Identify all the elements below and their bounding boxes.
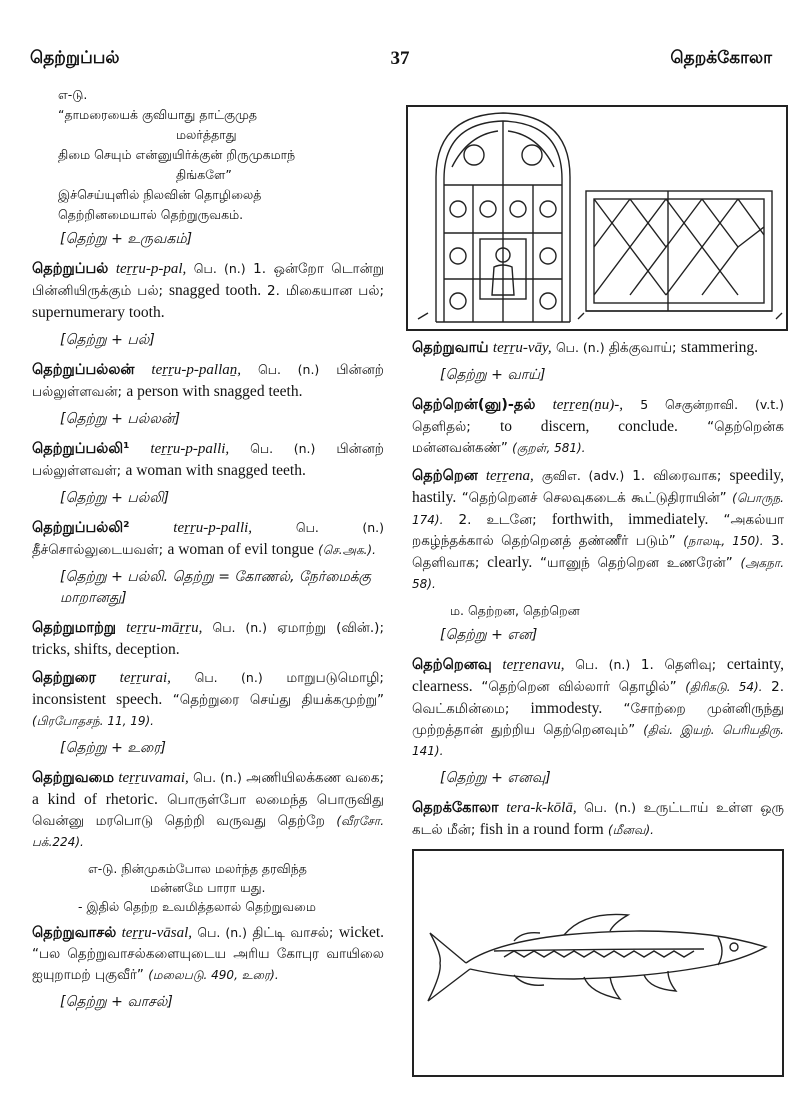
- quotation: “சோற்றை முன்னிருந்து முற்றத்தான் துற்றிய தெற்றெனவும்”: [412, 701, 784, 738]
- cognate-note: ம. தெற்றன, தெற்றென: [450, 603, 580, 618]
- citation: (நாலடி, 150).: [683, 534, 764, 548]
- english-gloss: a woman with snagged teeth.: [125, 462, 306, 479]
- transliteration: teṟṟena,: [485, 468, 534, 484]
- transliteration: teṟṟuvamai,: [118, 770, 189, 786]
- tamil-definition: தெளிதல்;: [412, 419, 471, 435]
- quotation: “தெற்றென வில்லார் தொழில்”: [481, 679, 677, 695]
- citation: (குறள், 581).: [512, 441, 586, 455]
- english-gloss: tricks, shifts, deception.: [32, 641, 180, 658]
- citation: (அகநா. 58).: [412, 556, 785, 591]
- etymology: [தெற்று + வாசல்]: [60, 994, 173, 1010]
- headword: தெற்றுப்பல்லி¹: [32, 441, 130, 457]
- english-gloss: speedily, hastily.: [412, 467, 785, 506]
- headword: தெற்றுவமை: [32, 770, 114, 786]
- tamil-definition: 3. தெளிவாக;: [412, 533, 784, 571]
- dictionary-entry: [32, 258, 384, 324]
- dictionary-entry: [32, 922, 384, 986]
- citation: (திரிகடு. 54).: [685, 680, 763, 694]
- etymology: [தெற்று + உரை]: [60, 740, 166, 756]
- grammar-label: பெ. (n.): [194, 670, 263, 685]
- dictionary-entry: [412, 337, 784, 359]
- transliteration: teṟṟu-p-palli,: [150, 441, 230, 457]
- dictionary-entry: [412, 797, 784, 841]
- quotation: “தெற்றென்க மன்னவன்கண்”: [412, 419, 784, 456]
- dictionary-entry: [32, 438, 384, 482]
- example-line: இச்செய்யுளில் நிலவின் தொழிலைத்: [58, 187, 262, 202]
- tamil-definition: 1. தெளிவு;: [640, 657, 717, 673]
- dictionary-entry: [32, 617, 384, 661]
- transliteration: teṟṟenavu,: [502, 657, 565, 673]
- etymology: [தெற்று + வாய்]: [440, 367, 546, 383]
- citation: (செ.அக.).: [318, 543, 376, 557]
- tamil-definition: 1. ஒன்றோ டொன்று பின்னியிருக்கும் பல்;: [32, 261, 384, 299]
- right-column: [412, 95, 784, 1077]
- dictionary-entry: [32, 359, 384, 403]
- grammar-label: பெ. (n.): [295, 520, 384, 535]
- headword: தெற்றெனவு: [412, 657, 492, 673]
- english-gloss: fish in a round form: [479, 821, 604, 838]
- fish-drawing: [414, 851, 782, 1075]
- headword: தெற்றுப்பல்: [32, 261, 109, 277]
- english-gloss: a person with snagged teeth.: [126, 383, 303, 400]
- example-line: மன்னமே பாரா யது.: [150, 880, 266, 895]
- example-line: எ-டு. நின்முகம்போல மலர்ந்த தரவிந்த: [88, 861, 307, 876]
- running-head-right: தெறக்கோலா: [670, 48, 772, 68]
- tamil-definition: மாறுபடுமொழி;: [286, 670, 384, 686]
- english-gloss: a kind of rhetoric.: [32, 791, 158, 808]
- english-gloss: inconsistent speech.: [32, 691, 163, 708]
- dictionary-entry: [412, 465, 784, 595]
- example-line: எ-டு.: [58, 87, 88, 102]
- transliteration: tera-k-kōlā,: [506, 800, 577, 816]
- etymology: [தெற்று + பல்லி]: [60, 490, 170, 506]
- grammar-label: பெ. (n.): [197, 925, 248, 940]
- etymology: [தெற்று + எனவு]: [440, 770, 551, 786]
- transliteration: teṟṟu-vāy,: [492, 340, 552, 356]
- tamil-definition: 2. மிகையான பல்;: [267, 283, 384, 299]
- quotation: “தெற்றெனச் செலவுகடைக் கூட்டுதிராயின்”: [461, 490, 727, 506]
- wicket-gate-drawing: [408, 107, 786, 329]
- english-gloss: to discern, conclude.: [499, 418, 678, 435]
- grammar-label: பெ. (n.): [250, 441, 316, 456]
- running-head-left: தெற்றுப்பல்: [30, 48, 120, 68]
- dictionary-entry: [412, 654, 784, 762]
- quotation: “யானுந் தெற்றென உணரேன்”: [539, 555, 733, 571]
- citation: (பிரபோதசந். 11, 19).: [32, 714, 154, 728]
- grammar-label: பெ. (n.): [584, 800, 637, 815]
- quotation: பொருள்போ லமைந்த பொருவிது வென்னு மரபொடு தெற்றி வருவது தெற்றே: [32, 792, 384, 829]
- example-line: திமை செயும் என்னுயிர்க்குன் றிருமுகமாந்: [58, 147, 296, 162]
- dictionary-entry: [32, 767, 384, 853]
- english-gloss: forthwith, immediately.: [551, 511, 709, 528]
- citation: (திவ். இயற். பெரியதிரு. 141).: [412, 723, 784, 758]
- tamil-definition: 2. உடனே;: [458, 512, 537, 528]
- transliteration: teṟṟu-p-pal,: [115, 261, 187, 277]
- etymology: [தெற்று + பல்லன்]: [60, 411, 181, 427]
- headword: தெற்றுவாய்: [412, 340, 489, 356]
- dictionary-entry: [412, 394, 784, 459]
- headword: தெறக்கோலா: [412, 800, 499, 816]
- tamil-definition: திக்குவாய்;: [608, 340, 677, 356]
- transliteration: teṟṟeṉ(ṉu)-,: [552, 397, 624, 413]
- citation: (வீரசோ. பக்.224).: [32, 814, 385, 849]
- dictionary-entry: [32, 667, 384, 732]
- grammar-label: பெ. (n.): [193, 770, 242, 785]
- tamil-definition: 1. விரைவாக;: [632, 468, 722, 484]
- tamil-definition: ஏமாற்று (வின்.);: [277, 620, 384, 636]
- citation: (மலைபடு. 490, உரை).: [148, 968, 279, 982]
- etymology: [தெற்று + பல்லி. தெற்று = கோணல், நேர்மைக்கு மாறானது]: [60, 569, 372, 606]
- headword: தெற்றென: [412, 468, 478, 484]
- transliteration: teṟṟu-p-pallaṉ,: [151, 362, 241, 378]
- tamil-definition: அணியிலக்கண வகை;: [246, 770, 385, 786]
- headword: தெற்றுமாற்று: [32, 620, 116, 636]
- transliteration: teṟṟurai,: [119, 670, 171, 686]
- headword: தெற்றுப்பல்லி²: [32, 520, 130, 536]
- grammar-label: பெ. (n.): [257, 362, 320, 377]
- etymology: [தெற்று + என]: [440, 627, 538, 643]
- headword: தெற்றுப்பல்லன்: [32, 362, 135, 378]
- english-gloss: a woman of evil tongue: [167, 541, 314, 558]
- page-number: 37: [390, 48, 410, 69]
- left-column: [32, 85, 384, 1021]
- headword: தெற்றென்(னு)-தல்: [412, 397, 536, 413]
- quotation: “அகல்யா றகழ்ந்தக்கால் தெற்றெனத் தண்ணீர் படும்”: [412, 512, 784, 549]
- english-gloss: immodesty.: [530, 700, 603, 717]
- grammar-label: பெ. (n.): [212, 620, 267, 635]
- grammar-label: பெ. (n.): [193, 261, 246, 276]
- example-line: திங்களே”: [176, 167, 232, 182]
- headword: தெற்றுரை: [32, 670, 96, 686]
- headword: தெற்றுவாசல்: [32, 925, 117, 941]
- citation: (பொருந. 174).: [412, 491, 784, 527]
- grammar-label: பெ. (n.): [555, 340, 605, 355]
- grammar-label: குவிஎ. (adv.): [541, 468, 625, 483]
- tamil-definition: பின்னற் பல்லுள்ளவள்;: [32, 441, 384, 479]
- example-line: - இதில் தெற்ற உவமித்தலால் தெற்றுவமை: [78, 899, 316, 914]
- tamil-definition: தீச்சொல்லுடையவள்;: [32, 542, 164, 558]
- example-line: மலர்த்தாது: [176, 127, 237, 142]
- tamil-definition: உருட்டாய் உள்ள ஒரு கடல் மீன்;: [412, 800, 784, 838]
- citation: (மீனவ).: [608, 823, 654, 837]
- wicket-gate-illustration: [406, 105, 788, 331]
- intro-example: [32, 85, 384, 225]
- etymology: [தெற்று + உருவகம்]: [60, 231, 193, 247]
- transliteration: teṟṟu-vāsal,: [121, 925, 193, 941]
- quotation: “தெற்றுரை செய்து தியக்கமுற்று”: [172, 692, 384, 708]
- etymology: [தெற்று + பல்]: [60, 332, 155, 348]
- example-line: “தாமரையைக் குவியாது தாட்குமுத: [58, 107, 258, 122]
- transliteration: teṟṟu-p-palli,: [173, 520, 253, 536]
- dictionary-entry: [32, 517, 384, 561]
- tamil-definition: பின்னற் பல்லுள்ளவன்;: [32, 362, 384, 400]
- english-gloss: stammering.: [680, 339, 758, 356]
- tamil-definition: 2. வெட்கமின்மை;: [412, 679, 785, 717]
- grammar-label: 5 செகுன்றாவி. (v.t.): [640, 397, 784, 412]
- english-gloss: certainty, clearness.: [412, 656, 784, 695]
- tamil-definition: திட்டி வாசல்;: [252, 925, 334, 941]
- example-line: தெற்றினமையால் தெற்றுருவகம்.: [58, 207, 244, 222]
- english-gloss: wicket.: [338, 924, 385, 941]
- english-gloss: clearly.: [487, 554, 533, 571]
- grammar-label: பெ. (n.): [575, 657, 631, 672]
- quotation: “பல தெற்றுவாசல்களையுடைய அரிய கோபுர வாயிலை ஐயுறாமற் புகுவீர்”: [32, 946, 384, 983]
- english-gloss: snagged tooth.: [169, 282, 262, 299]
- english-gloss: supernumerary tooth.: [32, 304, 165, 321]
- fish-illustration: [412, 849, 784, 1077]
- rhetoric-example: [32, 859, 384, 916]
- transliteration: teṟṟu-māṟṟu,: [126, 620, 203, 636]
